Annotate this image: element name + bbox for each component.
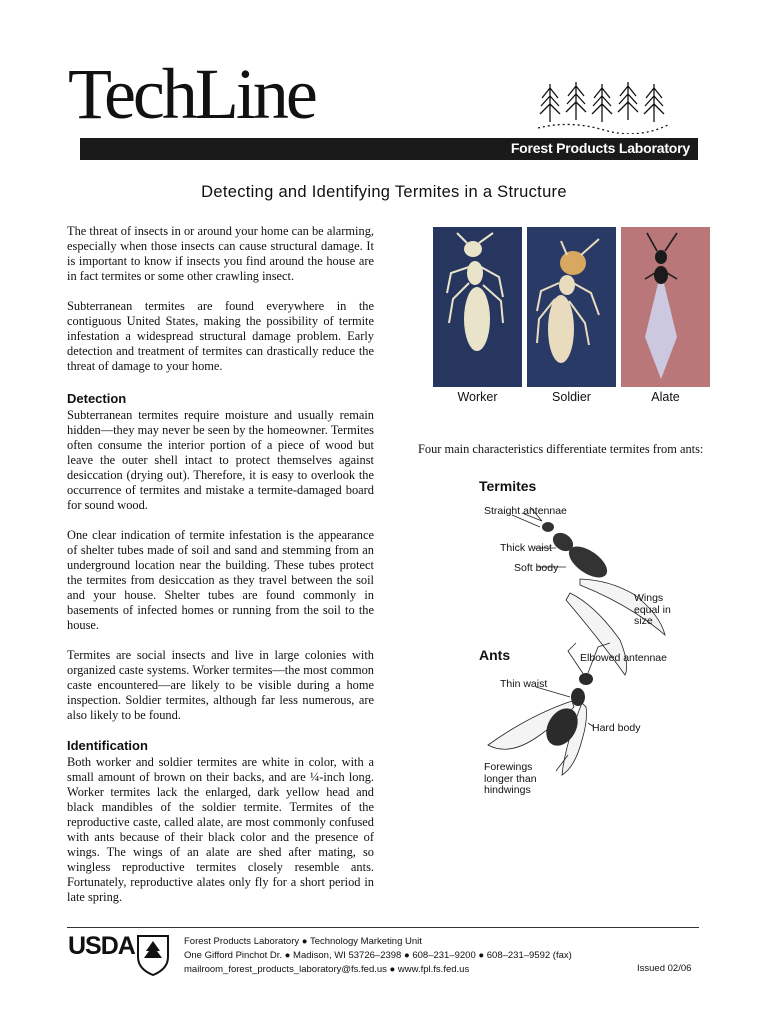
page-title: Detecting and Identifying Termites in a Structure	[201, 183, 567, 201]
soldier-photo	[527, 227, 616, 387]
termite-photos	[433, 227, 710, 407]
detection-paragraph-2: One clear indication of termite infestation is the appearance of shelter tubes made of soil and sand and stemming from an underground location near the building. These tubes protect the termites from desiccation as they travel between the soil and your house. Shelter tubes are found commonly in basements of infected homes or running from the soil to the house.	[67, 528, 374, 632]
intro-paragraph-2: Subterranean termites are found everywhere in the contiguous United States, making the possibility of termite infestation a widespread structural damage problem. Early detection and treatment of termites can drastically reduce the threat of damage to your home.	[67, 299, 374, 373]
worker-label: Worker	[457, 390, 498, 404]
detection-paragraph-3: Termites are social insects and live in large colonies with organized caste systems. Worker termites—the most common caste encountered—are likely to be visible during a home inspection. Soldier termites, although far less numerous, are also likely to be found.	[67, 648, 374, 722]
footer-address-line: One Gifford Pinchot Dr. ● Madison, WI 53726–2398 ● 608–231–9200 ● 608–231–9592 (fax)	[184, 950, 572, 961]
forewings-label: Forewings longer than hindwings	[484, 761, 537, 796]
insect-drawings-icon	[470, 475, 700, 805]
forest-service-shield-icon	[135, 933, 171, 977]
lab-band-label: Forest Products Laboratory	[510, 140, 690, 156]
elbowed-antennae-label: Elbowed antennae	[580, 652, 667, 664]
photo-caption: Four main characteristics differentiate termites from ants:	[418, 442, 704, 456]
identification-section	[67, 755, 374, 905]
thin-waist-label: Thin waist	[500, 678, 548, 690]
footer-lab-line: Forest Products Laboratory ● Technology Marketing Unit	[184, 936, 422, 947]
worker-photo	[433, 227, 522, 387]
wings-equal-label: Wings equal in size	[634, 592, 671, 627]
intro-section	[67, 224, 374, 374]
usda-logo: USDA	[68, 932, 135, 960]
trees-logo-icon	[536, 82, 672, 134]
detection-section	[67, 408, 374, 723]
detection-paragraph-1: Subterranean termites require moisture and usually remain hidden—they may never be seen by the homeowner. Termites often consume the interior portion of a piece of wood but leave the outer shell intact to protect themselves against desiccation (drying out). Therefore, it is easy to overlook the occurrence of termites and mistake a termite-damaged board for sound wood.	[67, 408, 374, 512]
identification-paragraph: Both worker and soldier termites are white in color, with a small amount of brown on their backs, and are ¼-inch long. Worker termites lack the enlarged, dark yellow head and black mandibles of the soldier termite. Termites of the reproductive caste, called alate, are most commonly confused with ants because of their black color and the presence of wings. The wings of an alate are shed after mating, so wingless reproductive termites closely resemble ants. Fortunately, reproductive alates only fly for a short period in late spring.	[67, 755, 374, 904]
thick-waist-label: Thick waist	[500, 542, 552, 554]
footer-contact-line: mailroom_forest_products_laboratory@fs.fed.us ● www.fpl.fs.fed.us	[184, 964, 470, 975]
hard-body-label: Hard body	[592, 722, 641, 734]
lab-band	[80, 138, 698, 160]
ants-diagram-title: Ants	[479, 647, 511, 663]
alate-photo	[621, 227, 710, 387]
alate-label: Alate	[651, 390, 680, 404]
termites-diagram-title: Termites	[479, 478, 537, 494]
identification-heading: Identification	[67, 738, 148, 753]
termite-ant-diagram	[470, 475, 700, 805]
techline-logo: TechLine	[68, 54, 315, 134]
issued-date: Issued 02/06	[637, 963, 692, 974]
straight-antennae-label: Straight antennae	[484, 505, 567, 517]
soft-body-label: Soft body	[514, 562, 559, 574]
intro-paragraph-1: The threat of insects in or around your home can be alarming, especially when those insects can cause structural damage. It is important to know if insects you find around the house are in fact termites or some other crawling insect.	[67, 224, 374, 283]
soldier-label: Soldier	[552, 390, 591, 404]
footer-rule	[67, 927, 699, 928]
soldier-photo-bg	[527, 227, 616, 387]
detection-heading: Detection	[67, 391, 127, 406]
